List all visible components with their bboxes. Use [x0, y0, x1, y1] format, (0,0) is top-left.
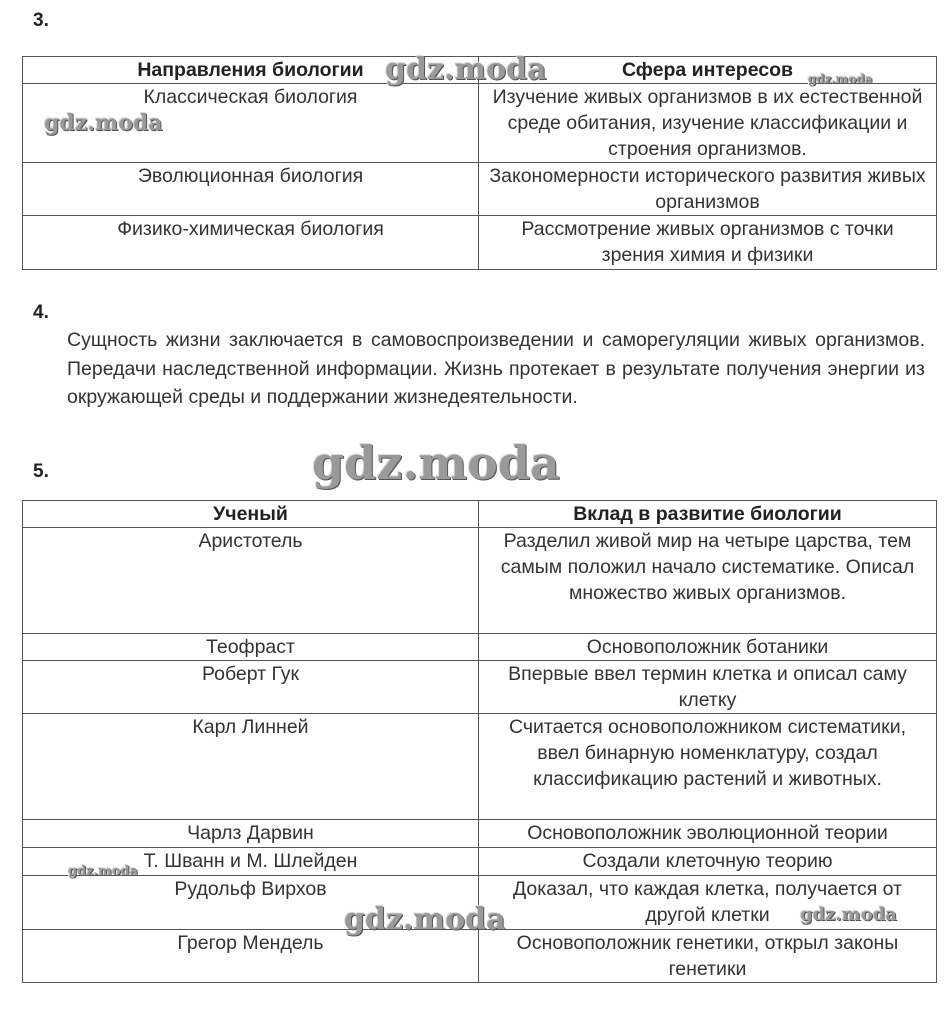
table-row	[23, 661, 937, 714]
table-header-row	[23, 501, 937, 528]
table-cell: Грегор Мендель	[23, 930, 479, 983]
watermark: gdz.moda	[44, 110, 163, 136]
column-header: Ученый	[23, 501, 479, 528]
table-cell: Впервые ввел термин клетка и описал саму клетку	[479, 661, 937, 714]
table-cell: Основоположник ботаники	[479, 634, 937, 661]
table-row	[23, 820, 937, 848]
table-cell: Основоположник эволюционной теории	[479, 820, 937, 848]
table-cell: Рудольф Вирхов	[23, 876, 479, 930]
table-cell: Закономерности исторического развития живых организмов	[479, 163, 937, 216]
table-cell: Чарлз Дарвин	[23, 820, 479, 848]
table-cell: Основоположник генетики, открыл законы генетики	[479, 930, 937, 983]
table-row	[23, 634, 937, 661]
table-cell: Изучение живых организмов в их естественной среде обитания, изучение классификации и строения организмов.	[479, 84, 937, 163]
table-header-row	[23, 57, 937, 84]
table-cell: Создали клеточную теорию	[479, 848, 937, 876]
table-row	[23, 163, 937, 216]
table-row	[23, 930, 937, 983]
watermark: gdz.moda	[800, 904, 897, 925]
table-row	[23, 848, 937, 876]
table-cell: Рассмотрение живых организмов с точки зрения химия и физики	[479, 216, 937, 270]
table-cell: Теофраст	[23, 634, 479, 661]
table-cell: Классическая биология	[23, 84, 479, 163]
column-header: Сфера интересов	[479, 57, 937, 84]
biology-directions-table	[22, 56, 937, 270]
table-row	[23, 528, 937, 634]
column-header: Направления биологии	[23, 57, 479, 84]
table-row	[23, 714, 937, 820]
watermark: gdz.moda	[808, 72, 873, 86]
section-3-number: 3.	[33, 10, 49, 31]
table-cell: Считается основоположником систематики, ввел бинарную номенклатуру, создал классификацию растений и животных.	[479, 714, 937, 820]
table-cell: Роберт Гук	[23, 661, 479, 714]
section-4-number: 4.	[33, 302, 49, 323]
table-cell: Т. Шванн и М. Шлейден	[23, 848, 479, 876]
watermark: gdz.moda	[68, 864, 139, 879]
table-cell: Разделил живой мир на четыре царства, тем самым положил начало систематике. Описал множество живых организмов.	[479, 528, 937, 634]
table-cell: Эволюционная биология	[23, 163, 479, 216]
table-cell: Аристотель	[23, 528, 479, 634]
table-cell: Карл Линней	[23, 714, 479, 820]
column-header: Вклад в развитие биологии	[479, 501, 937, 528]
table-row	[23, 216, 937, 270]
watermark: gdz.moda	[385, 52, 547, 87]
table-cell: Физико-химическая биология	[23, 216, 479, 270]
scientists-table	[22, 500, 937, 983]
watermark: gdz.moda	[344, 902, 506, 937]
section-4-paragraph: Сущность жизни заключается в самовоспроизведении и саморегуляции живых организмов. Передачи наследственной информации. Жизнь протекает в результате получения энергии из окружающей среды и поддержании жизнедеятельности.	[67, 329, 925, 408]
table-row	[23, 84, 937, 163]
section-5-number: 5.	[33, 461, 49, 482]
watermark: gdz.moda	[312, 436, 560, 490]
table-row	[23, 876, 937, 930]
table-cell: Доказал, что каждая клетка, получается от другой клетки	[479, 876, 937, 930]
